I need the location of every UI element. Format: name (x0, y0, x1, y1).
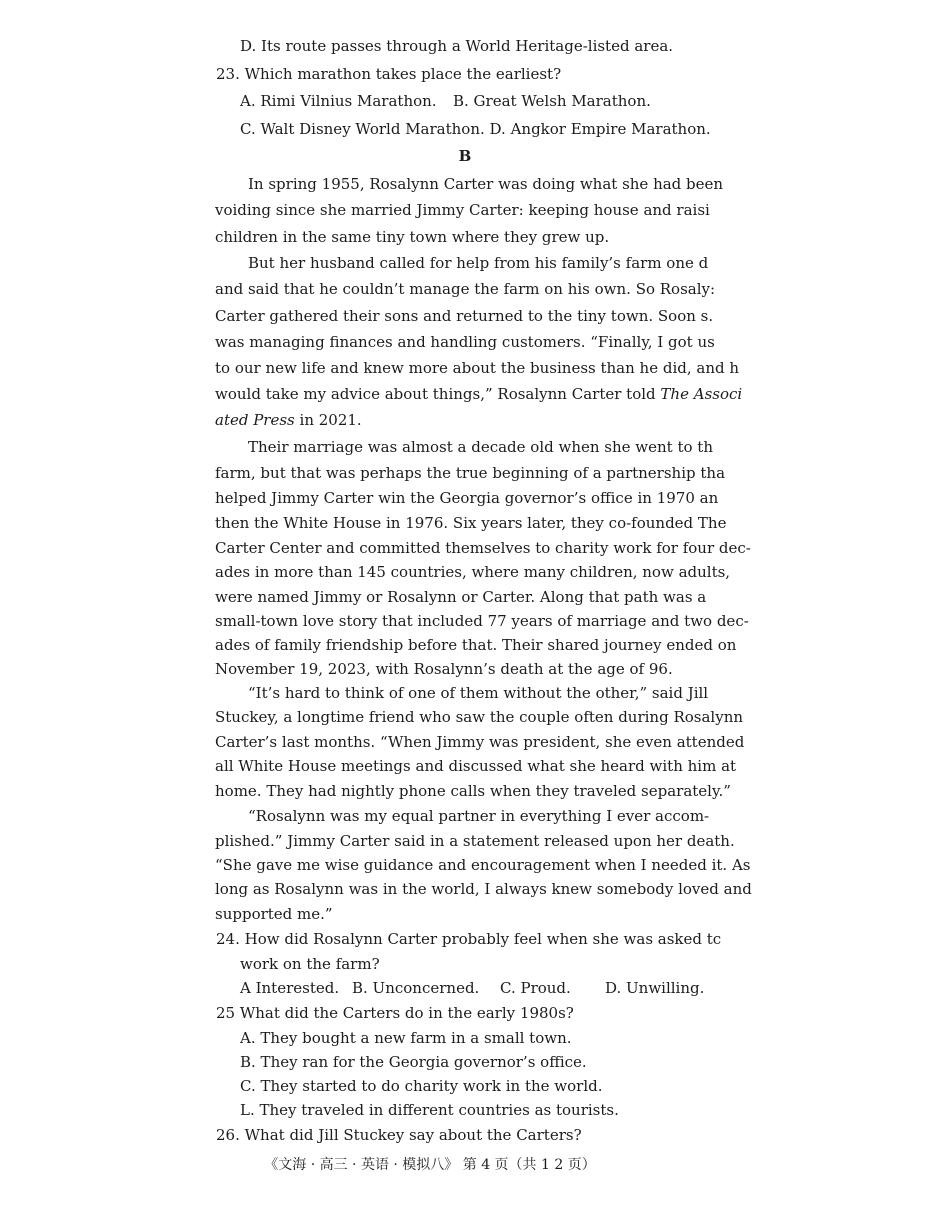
passage-line: But her husband called for help from his family’s farm one d (248, 254, 709, 272)
passage-line: November 19, 2023, with Rosalynn’s death at the age of 96. (215, 660, 673, 678)
q24-option-c: C. Proud. (500, 979, 571, 997)
q23-options-row2 (240, 117, 710, 141)
passage-line: all White House meetings and discussed what she heard with him at (215, 757, 737, 775)
passage-line: was managing finances and handling customers. “Finally, I got us (215, 333, 715, 351)
passage-line (215, 382, 743, 406)
passage-line: were named Jimmy or Rosalynn or Carter. Along that path was a (215, 588, 707, 606)
q24-option-b: B. Unconcerned. (352, 979, 480, 997)
passage-line: ades in more than 145 countries, where many children, now adults, (215, 563, 731, 581)
passage-line: children in the same tiny town where they grew up. (215, 228, 610, 246)
passage-line (215, 408, 702, 432)
passage-line: voiding since she married Jimmy Carter: keeping house and raisi (215, 201, 710, 219)
passage-line: helped Jimmy Carter win the Georgia governor’s office in 1970 an (215, 489, 719, 507)
passage-text: in 2021. (294, 411, 362, 429)
passage-line: home. They had nightly phone calls when they traveled separately.” (215, 782, 731, 800)
q24-stem-cont: work on the farm? (240, 955, 380, 973)
passage-line: “Rosalynn was my equal partner in everything I ever accom- (248, 807, 710, 825)
q24-option-d: D. Unwilling. (605, 979, 705, 997)
q25-option-a: A. They bought a new farm in a small town. (240, 1029, 572, 1047)
passage-line: then the White House in 1976. Six years later, they co-founded The (215, 514, 727, 532)
passage-line: Carter Center and committed themselves to charity work for four dec- (215, 539, 751, 557)
q23-option-d: D. Angkor Empire Marathon. (489, 120, 711, 138)
passage-line: and said that he couldn’t manage the farm on his own. So Rosaly: (215, 280, 716, 298)
passage-text: would take my advice about things,” Rosalynn Carter told (215, 385, 656, 403)
passage-line: Carter’s last months. “When Jimmy was president, she even attended (215, 733, 745, 751)
q23-stem: 23. Which marathon takes place the earliest? (216, 65, 562, 83)
q22-option-d: D. Its route passes through a World Heritage-listed area. (240, 37, 674, 55)
passage-line: Stuckey, a longtime friend who saw the couple often during Rosalynn (215, 708, 744, 726)
passage-line: “It’s hard to think of one of them without the other,” said Jill (248, 684, 709, 702)
q24-option-a: A Interested. (240, 979, 340, 997)
q24-options (240, 976, 710, 1000)
q23-option-c: C. Walt Disney World Marathon. (240, 120, 485, 138)
passage-line: Their marriage was almost a decade old when she went to th (248, 438, 713, 456)
q23-options-row1 (240, 89, 710, 113)
q23-option-a: A. Rimi Vilnius Marathon. (240, 92, 437, 110)
q23-option-b: B. Great Welsh Marathon. (453, 92, 651, 110)
passage-line: small-town love story that included 77 years of marriage and two dec- (215, 612, 749, 630)
passage-line: long as Rosalynn was in the world, I always knew somebody loved and (215, 880, 752, 898)
q25-option-d: L. They traveled in different countries as tourists. (240, 1101, 619, 1119)
passage-line: to our new life and knew more about the business than he did, and h (215, 359, 740, 377)
q25-stem: 25 What did the Carters do in the early 1980s? (216, 1004, 574, 1022)
publication-name: The Associ (660, 385, 743, 403)
passage-line: ades of family friendship before that. Their shared journey ended on (215, 636, 737, 654)
passage-line: farm, but that was perhaps the true beginning of a partnership tha (215, 464, 726, 482)
q24-stem: 24. How did Rosalynn Carter probably feel when she was asked tc (216, 930, 722, 948)
passage-line: “She gave me wise guidance and encouragement when I needed it. As (215, 856, 751, 874)
page-footer: 《文海 · 高三 · 英语 · 模拟八》 第 4 页（共 1 2 页） (264, 1157, 596, 1173)
q26-stem: 26. What did Jill Stuckey say about the Carters? (216, 1126, 582, 1144)
passage-line: In spring 1955, Rosalynn Carter was doing what she had been (248, 175, 724, 193)
passage-line: Carter gathered their sons and returned to the tiny town. Soon s. (215, 307, 714, 325)
q25-option-b: B. They ran for the Georgia governor’s office. (240, 1053, 587, 1071)
section-heading: B (458, 147, 472, 165)
passage-line: plished.” Jimmy Carter said in a statement released upon her death. (215, 832, 735, 850)
publication-name: ated Press (215, 411, 295, 429)
passage-line: supported me.” (215, 905, 333, 923)
q25-option-c: C. They started to do charity work in the world. (240, 1077, 603, 1095)
